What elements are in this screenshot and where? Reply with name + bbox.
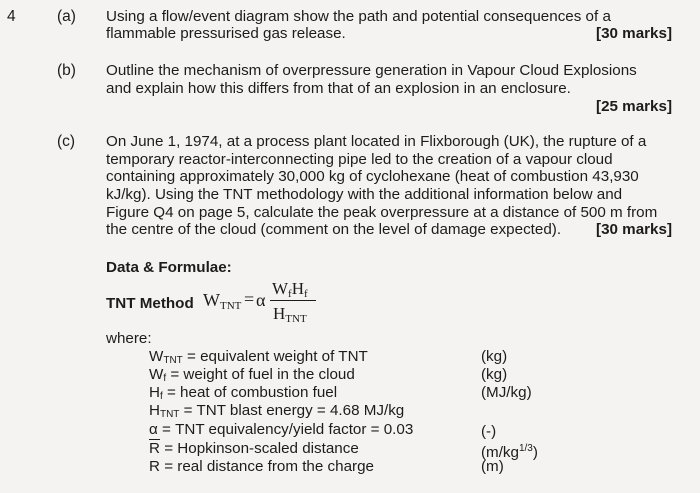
part-c-line-4: kJ/kg). Using the TNT methodology with the additional information below and [106,186,623,203]
formula-denominator: HTNT [273,304,307,325]
data-heading: Data & Formulae: [106,259,232,276]
part-c-line-5: Figure Q4 on page 5, calculate the peak overpressure at a distance of 500 m from [106,204,658,221]
def-wf-unit: (kg) [481,366,508,383]
part-b-marks: [25 marks] [596,98,672,115]
def-r-unit: (m) [481,458,504,475]
part-c-line-1: On June 1, 1974, at a process plant located in Flixborough (UK), the rupture of a [106,133,647,150]
def-hf: Hf = heat of combustion fuel [149,384,338,402]
def-wf: Wf = weight of fuel in the cloud [149,366,355,384]
where-label: where: [106,330,152,347]
def-htnt: HTNT = TNT blast energy = 4.68 MJ/kg [149,402,405,420]
question-number: 4 [7,8,16,25]
part-a-label: (a) [57,8,76,25]
part-a-marks: [30 marks] [596,25,672,42]
part-b-line-1: Outline the mechanism of overpressure generation in Vapour Cloud Explosions [106,62,637,79]
part-c-line-3: containing approximately 30,000 kg of cyclohexane (heat of combustion 43,930 [106,168,639,185]
def-r: R = real distance from the charge [149,458,374,475]
formula-lhs: WTNT [203,290,242,312]
part-a-line-2: flammable pressurised gas release. [106,25,346,42]
formula-label: TNT Method [106,295,194,312]
part-c-label: (c) [57,133,76,150]
def-r-bar-unit: $(m/kg^{1/3})$ [481,443,538,462]
part-b-line-2: and explain how this differs from that of an explosion in an enclosure. [106,80,571,97]
formula-numerator: WfHf [272,279,308,300]
def-r-bar: $\overline{R}$ = Hopkinson-scaled distance [149,440,359,457]
part-c-marks: [30 marks] [596,221,672,238]
part-c-line-6: the centre of the cloud (comment on the level of damage expected). [106,221,562,238]
def-alpha-unit: (-) [481,423,497,440]
def-wtnt: WTNT = equivalent weight of TNT [149,348,368,366]
formula-fraction-bar [270,300,316,301]
def-hf-unit: (MJ/kg) [481,384,532,401]
formula-alpha: α [256,290,266,310]
formula-equals: = [244,289,255,309]
part-c-line-2: temporary reactor-interconnecting pipe led to the creation of a vapour cloud [106,151,613,168]
def-wtnt-unit: (kg) [481,348,508,365]
part-a-line-1: Using a flow/event diagram show the path and potential consequences of a [106,8,611,25]
def-alpha: α = TNT equivalency/yield factor = 0.03 [149,421,414,438]
part-b-label: (b) [57,62,76,79]
